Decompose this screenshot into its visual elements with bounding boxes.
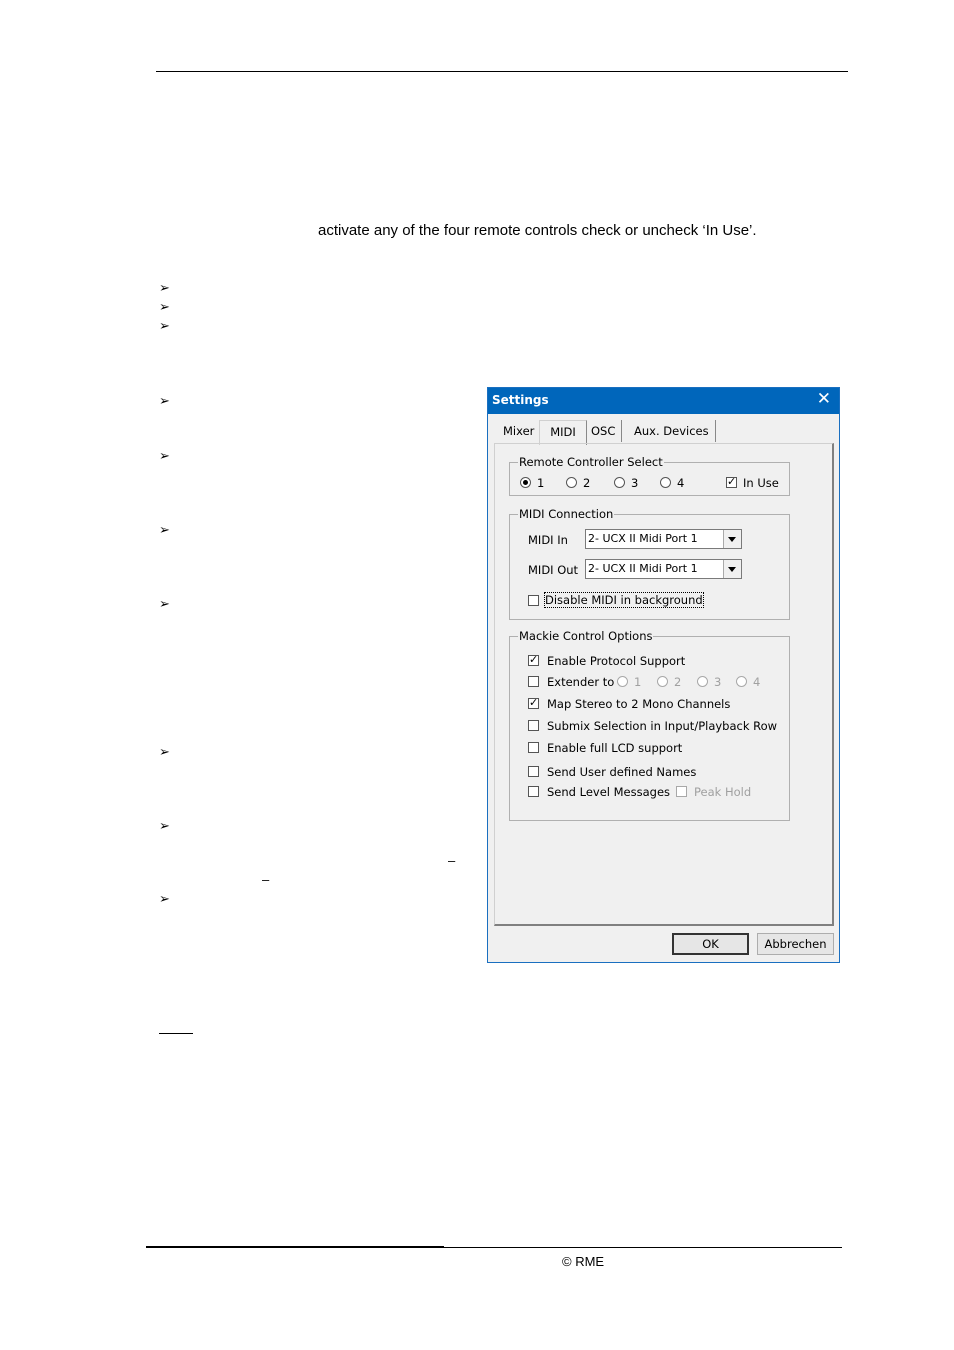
tab-aux-devices[interactable]: Aux. Devices <box>628 420 716 442</box>
remote-radio-4-label: 4 <box>677 476 685 490</box>
map-stereo-checkbox[interactable] <box>528 698 539 709</box>
ok-button[interactable]: OK <box>672 933 749 955</box>
bullet-icon: ➢ <box>159 891 170 906</box>
dialog-title: Settings <box>492 393 549 407</box>
disable-midi-background-checkbox[interactable] <box>528 595 539 606</box>
chevron-down-icon[interactable] <box>723 560 741 578</box>
extender-radio-2-label: 2 <box>674 675 682 689</box>
remote-radio-3[interactable] <box>614 477 625 488</box>
remote-radio-1[interactable] <box>520 477 531 488</box>
extender-radio-1[interactable] <box>617 676 628 687</box>
bullet-icon: ➢ <box>159 522 170 537</box>
bullet-icon: ➢ <box>159 596 170 611</box>
in-use-checkbox[interactable] <box>726 477 737 488</box>
midi-out-value: 2- UCX II Midi Port 1 <box>588 562 698 575</box>
footer-copyright: © RME <box>562 1254 605 1269</box>
full-lcd-checkbox[interactable] <box>528 742 539 753</box>
mackie-options-label: Mackie Control Options <box>519 629 653 643</box>
midi-tab-panel <box>494 443 834 926</box>
tab-osc[interactable]: OSC <box>585 420 622 442</box>
bullet-icon: ➢ <box>159 318 170 333</box>
extender-radio-2[interactable] <box>657 676 668 687</box>
peak-hold-label: Peak Hold <box>694 785 752 799</box>
footer-rule <box>444 1247 842 1248</box>
extender-radio-1-label: 1 <box>634 675 642 689</box>
midi-connection-group <box>509 507 790 620</box>
remote-controller-label: Remote Controller Select <box>519 455 663 469</box>
send-names-checkbox[interactable] <box>528 766 539 777</box>
cancel-button[interactable]: Abbrechen <box>757 933 834 955</box>
header-rule <box>156 71 848 72</box>
settings-dialog <box>487 387 840 963</box>
remote-radio-2[interactable] <box>566 477 577 488</box>
remote-radio-3-label: 3 <box>631 476 639 490</box>
mackie-options-group <box>509 629 790 821</box>
midi-out-label: MIDI Out <box>528 563 579 577</box>
bullet-icon: ➢ <box>159 818 170 833</box>
midi-in-value: 2- UCX II Midi Port 1 <box>588 532 698 545</box>
midi-connection-label: MIDI Connection <box>519 507 614 521</box>
midi-in-select[interactable] <box>585 529 742 549</box>
send-levels-label: Send Level Messages <box>547 785 671 799</box>
map-stereo-label: Map Stereo to 2 Mono Channels <box>547 697 731 711</box>
dialog-titlebar[interactable] <box>488 388 839 414</box>
midi-out-select[interactable] <box>585 559 742 579</box>
remote-radio-2-label: 2 <box>583 476 591 490</box>
extender-radio-4[interactable] <box>736 676 747 687</box>
disable-midi-background-label: Disable MIDI in background <box>545 593 703 607</box>
close-icon[interactable]: ✕ <box>816 389 831 409</box>
tab-midi[interactable]: MIDI <box>539 420 587 445</box>
send-names-label: Send User defined Names <box>547 765 697 779</box>
dash-mark: – <box>262 872 270 887</box>
extender-checkbox[interactable] <box>528 676 539 687</box>
note-underline <box>159 1033 193 1034</box>
extender-radio-4-label: 4 <box>753 675 761 689</box>
bullet-icon: ➢ <box>159 299 170 314</box>
remote-radio-4[interactable] <box>660 477 671 488</box>
extender-radio-3[interactable] <box>697 676 708 687</box>
chevron-down-icon[interactable] <box>723 530 741 548</box>
bullet-icon: ➢ <box>159 744 170 759</box>
dash-mark: – <box>448 853 456 868</box>
enable-protocol-label: Enable Protocol Support <box>547 654 686 668</box>
full-lcd-label: Enable full LCD support <box>547 741 683 755</box>
bullet-icon: ➢ <box>159 448 170 463</box>
enable-protocol-checkbox[interactable] <box>528 655 539 666</box>
submix-selection-label: Submix Selection in Input/Playback Row <box>547 719 778 733</box>
send-levels-checkbox[interactable] <box>528 786 539 797</box>
bullet-icon: ➢ <box>159 280 170 295</box>
in-use-label: In Use <box>743 476 779 490</box>
remote-controller-group <box>509 455 790 496</box>
bullet-icon: ➢ <box>159 393 170 408</box>
peak-hold-checkbox[interactable] <box>676 786 687 797</box>
extender-label: Extender to <box>547 675 615 689</box>
tab-mixer[interactable]: Mixer <box>497 420 541 442</box>
footer-rule-thick <box>146 1246 444 1248</box>
remote-radio-1-label: 1 <box>537 476 545 490</box>
body-text: activate any of the four remote controls check or uncheck ‘In Use’. <box>318 222 757 239</box>
midi-in-label: MIDI In <box>528 533 568 547</box>
submix-selection-checkbox[interactable] <box>528 720 539 731</box>
extender-radio-3-label: 3 <box>714 675 722 689</box>
